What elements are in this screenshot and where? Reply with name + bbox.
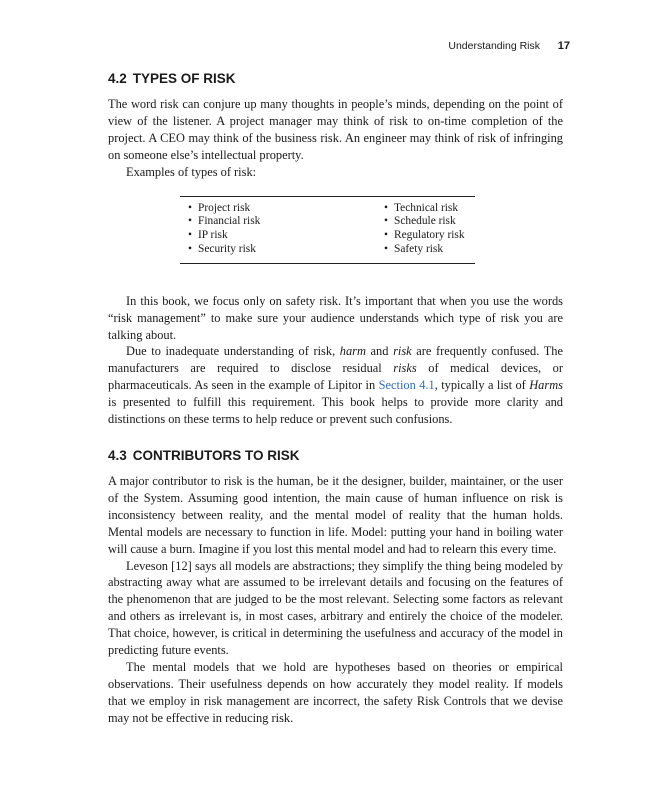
page-number: 17 <box>557 40 570 52</box>
section-title: TYPES OF RISK <box>132 71 236 86</box>
running-title: Understanding Risk <box>448 40 540 52</box>
list-item: • Financial risk <box>188 215 260 229</box>
list-item: • Schedule risk <box>384 215 472 229</box>
list-item: • Technical risk <box>384 202 472 216</box>
list-item: • Safety risk <box>384 243 472 257</box>
paragraph: The word risk can conjure up many thoughts in people’s minds, depending on the point of view of the listener. A project manager may think of risk to on-time completion of the project. A CEO may think of the business risk. An engineer may think of risk of infringing on someone else’s intellectual property. <box>108 97 563 162</box>
paragraph: Due to inadequate understanding of risk, harm and risk are frequently confused. The manufacturers are required to disclose residual risks of medical devices, or pharmaceuticals. As seen in the example of Lipitor in Section 4.1, typically a list of Harms is presented to fulfill this requirement. This book helps to provide more clarity and distinctions on these terms to help reduce or prevent such confusions. <box>108 344 563 427</box>
paragraph: Leveson [12] says all models are abstractions; they simplify the thing being modeled by abstracting away what are assumed to be irrelevant details and focusing on the features of the phenomenon that are judged to be the most relevant. Selecting some factors as relevant and others as irrelevant is, in most cases, arbitrary and entirely the choice of the modeler. That choice, however, is critical in determining the usefulness and accuracy of the model in predicting future events. <box>108 558 563 658</box>
list-item: • Regulatory risk <box>384 229 472 243</box>
page-body <box>108 69 563 727</box>
paragraph: A major contributor to risk is the human, be it the designer, builder, maintainer, or the user of the System. Assuming good intention, the main cause of human influence on risk is inconsistency between reality, and the mental model of reality that the human holds. Mental models are necessary to function in life. Model: putting your hand in boiling water will cause a burn. Imagine if you lost this mental model and had to relearn this every time. <box>108 473 563 556</box>
list-item: • Security risk <box>188 243 260 257</box>
list-item: • IP risk <box>188 229 260 243</box>
section-heading-4-2 <box>108 69 563 89</box>
section-heading-4-3 <box>108 446 563 466</box>
paragraph: In this book, we focus only on safety risk. It’s important that when you use the words “risk management” to make sure your audience understands which type of risk you are talking about. <box>108 293 563 342</box>
list-item: • Project risk <box>188 202 260 216</box>
section-link[interactable]: Section 4.1 <box>378 378 435 393</box>
paragraph: The mental models that we hold are hypotheses based on theories or empirical observations. Their usefulness depends on how accurately they model reality. If models that we employ in risk management are incorrect, the safety Risk Controls that we devise may not be effective in reducing risk. <box>108 659 563 725</box>
paragraph: Examples of types of risk: <box>126 164 257 179</box>
section-title: CONTRIBUTORS TO RISK <box>132 447 300 463</box>
risk-types-left-column <box>188 202 260 257</box>
risk-types-right-column <box>384 202 472 257</box>
section-number: 4.2 <box>108 71 127 86</box>
risk-types-table <box>180 196 475 264</box>
section-number: 4.3 <box>108 447 127 463</box>
